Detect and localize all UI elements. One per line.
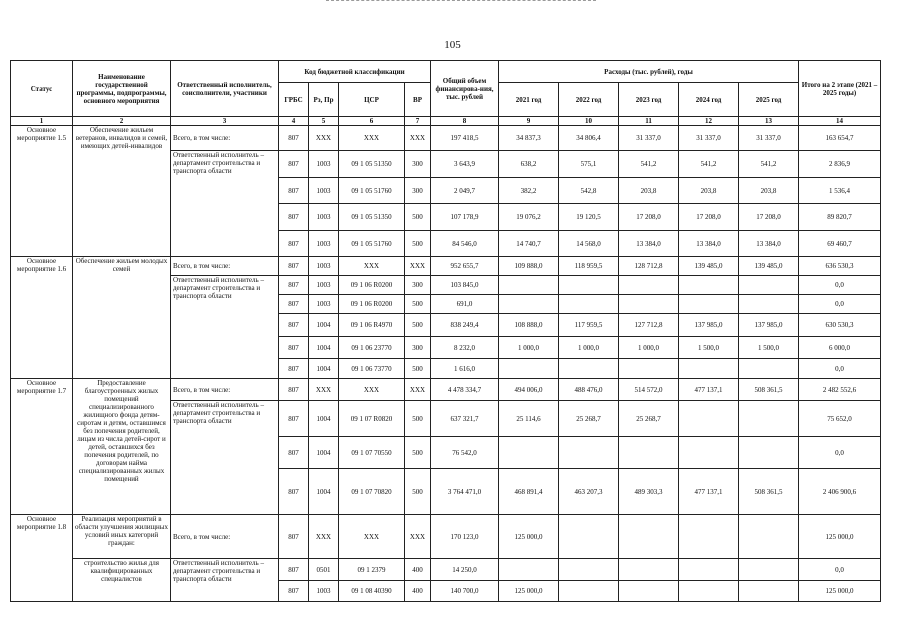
total-cell: 691,0 bbox=[431, 295, 499, 314]
y2022-cell: 14 568,0 bbox=[559, 231, 619, 257]
itogo-cell: 89 820,7 bbox=[799, 204, 881, 231]
y2022-cell bbox=[559, 437, 619, 469]
y2024-cell bbox=[679, 437, 739, 469]
column-number: 8 bbox=[431, 117, 499, 126]
column-number: 7 bbox=[405, 117, 431, 126]
grbs-cell: 807 bbox=[279, 515, 309, 559]
grbs-cell: 807 bbox=[279, 257, 309, 276]
column-number: 2 bbox=[73, 117, 171, 126]
column-number: 10 bbox=[559, 117, 619, 126]
total-cell: 140 700,0 bbox=[431, 581, 499, 602]
y2021-cell bbox=[499, 276, 559, 295]
rzpr-cell: 1004 bbox=[309, 401, 339, 437]
csr-cell: 09 1 05 51760 bbox=[339, 178, 405, 204]
y2022-cell bbox=[559, 295, 619, 314]
y2023-cell bbox=[619, 437, 679, 469]
header-2022: 2022 год bbox=[559, 83, 619, 117]
vr-cell: 400 bbox=[405, 559, 431, 581]
csr-cell: 09 1 07 70820 bbox=[339, 469, 405, 515]
itogo-cell: 2 836,9 bbox=[799, 151, 881, 178]
y2023-cell bbox=[619, 295, 679, 314]
csr-cell: 09 1 06 R0200 bbox=[339, 295, 405, 314]
vr-cell: XXX bbox=[405, 379, 431, 401]
vr-cell: XXX bbox=[405, 257, 431, 276]
rzpr-cell: 1003 bbox=[309, 231, 339, 257]
itogo-cell: 1 536,4 bbox=[799, 178, 881, 204]
y2024-cell bbox=[679, 295, 739, 314]
y2024-cell bbox=[679, 515, 739, 559]
itogo-cell: 636 530,3 bbox=[799, 257, 881, 276]
csr-cell: XXX bbox=[339, 379, 405, 401]
csr-cell: 09 1 06 23770 bbox=[339, 337, 405, 359]
rzpr-cell: 1004 bbox=[309, 337, 339, 359]
y2024-cell bbox=[679, 276, 739, 295]
y2024-cell bbox=[679, 559, 739, 581]
column-number: 1 bbox=[11, 117, 73, 126]
y2025-cell: 17 208,0 bbox=[739, 204, 799, 231]
y2021-cell: 109 888,0 bbox=[499, 257, 559, 276]
column-number: 3 bbox=[171, 117, 279, 126]
vr-cell: 500 bbox=[405, 231, 431, 257]
vr-cell: 300 bbox=[405, 276, 431, 295]
table-row bbox=[11, 379, 881, 401]
y2021-cell: 19 076,2 bbox=[499, 204, 559, 231]
itogo-cell: 163 654,7 bbox=[799, 126, 881, 151]
y2025-cell: 1 500,0 bbox=[739, 337, 799, 359]
total-cell: 107 178,9 bbox=[431, 204, 499, 231]
y2024-cell: 1 500,0 bbox=[679, 337, 739, 359]
scan-top-edge-line bbox=[326, 0, 596, 1]
column-number: 5 bbox=[309, 117, 339, 126]
header-total: Общий объем финансирова-ния, тыс. рублей bbox=[431, 61, 499, 117]
executor-cell: Ответственный исполнитель – департамент строительства и транспорта области bbox=[171, 401, 279, 515]
grbs-cell: 807 bbox=[279, 126, 309, 151]
y2025-cell: 508 361,5 bbox=[739, 379, 799, 401]
rzpr-cell: 1003 bbox=[309, 151, 339, 178]
csr-cell: 09 1 05 51760 bbox=[339, 231, 405, 257]
itogo-cell: 69 460,7 bbox=[799, 231, 881, 257]
y2024-cell: 13 384,0 bbox=[679, 231, 739, 257]
y2022-cell: 488 476,0 bbox=[559, 379, 619, 401]
y2024-cell: 203,8 bbox=[679, 178, 739, 204]
y2023-cell: 203,8 bbox=[619, 178, 679, 204]
header-rzpr: Рз, Пр bbox=[309, 83, 339, 117]
y2025-cell: 139 485,0 bbox=[739, 257, 799, 276]
itogo-cell: 0,0 bbox=[799, 437, 881, 469]
header-csr: ЦСР bbox=[339, 83, 405, 117]
summary-label-cell: Всего, в том числе: bbox=[171, 379, 279, 401]
rzpr-cell: 1004 bbox=[309, 437, 339, 469]
csr-cell: 09 1 06 R4970 bbox=[339, 314, 405, 337]
y2022-cell: 34 806,4 bbox=[559, 126, 619, 151]
csr-cell: 09 1 07 70550 bbox=[339, 437, 405, 469]
header-row bbox=[11, 61, 881, 83]
y2021-cell: 1 000,0 bbox=[499, 337, 559, 359]
page-number: 105 bbox=[444, 39, 461, 51]
total-cell: 4 478 334,7 bbox=[431, 379, 499, 401]
total-cell: 1 616,0 bbox=[431, 359, 499, 379]
y2021-cell bbox=[499, 559, 559, 581]
vr-cell: 400 bbox=[405, 581, 431, 602]
vr-cell: 500 bbox=[405, 204, 431, 231]
itogo-cell: 0,0 bbox=[799, 276, 881, 295]
grbs-cell: 807 bbox=[279, 401, 309, 437]
y2021-cell bbox=[499, 359, 559, 379]
y2024-cell: 477 137,1 bbox=[679, 469, 739, 515]
y2025-cell: 508 361,5 bbox=[739, 469, 799, 515]
y2025-cell: 31 337,0 bbox=[739, 126, 799, 151]
column-number: 9 bbox=[499, 117, 559, 126]
vr-cell: 300 bbox=[405, 151, 431, 178]
y2024-cell bbox=[679, 581, 739, 602]
grbs-cell: 807 bbox=[279, 204, 309, 231]
budget-table bbox=[10, 60, 881, 602]
header-grbs: ГРБС bbox=[279, 83, 309, 117]
csr-cell: 09 1 06 73770 bbox=[339, 359, 405, 379]
y2024-cell bbox=[679, 359, 739, 379]
y2025-cell: 541,2 bbox=[739, 151, 799, 178]
table-row bbox=[11, 559, 881, 581]
vr-cell: 500 bbox=[405, 314, 431, 337]
itogo-cell: 125 000,0 bbox=[799, 581, 881, 602]
grbs-cell: 807 bbox=[279, 437, 309, 469]
y2025-cell bbox=[739, 295, 799, 314]
rzpr-cell: 1003 bbox=[309, 257, 339, 276]
rzpr-cell: XXX bbox=[309, 379, 339, 401]
y2024-cell: 541,2 bbox=[679, 151, 739, 178]
table-row bbox=[11, 515, 881, 559]
rzpr-cell: 0501 bbox=[309, 559, 339, 581]
y2025-cell bbox=[739, 581, 799, 602]
y2022-cell: 25 268,7 bbox=[559, 401, 619, 437]
total-cell: 197 418,5 bbox=[431, 126, 499, 151]
header-2023: 2023 год bbox=[619, 83, 679, 117]
total-cell: 838 249,4 bbox=[431, 314, 499, 337]
header-2024: 2024 год bbox=[679, 83, 739, 117]
rzpr-cell: XXX bbox=[309, 515, 339, 559]
y2022-cell bbox=[559, 515, 619, 559]
total-cell: 8 232,0 bbox=[431, 337, 499, 359]
total-cell: 170 123,0 bbox=[431, 515, 499, 559]
measure-name-cell: Обеспечение жильем молодых семей bbox=[73, 257, 171, 379]
itogo-cell: 0,0 bbox=[799, 295, 881, 314]
total-cell: 76 542,0 bbox=[431, 437, 499, 469]
grbs-cell: 807 bbox=[279, 276, 309, 295]
measure-name-cell: Обеспечение жильем ветеранов, инвалидов и семей, имеющих детей-инвалидов bbox=[73, 126, 171, 257]
header-code-group: Код бюджетной классификации bbox=[279, 61, 431, 83]
y2022-cell: 463 207,3 bbox=[559, 469, 619, 515]
vr-cell: 300 bbox=[405, 178, 431, 204]
y2023-cell bbox=[619, 276, 679, 295]
column-number: 13 bbox=[739, 117, 799, 126]
y2023-cell: 1 000,0 bbox=[619, 337, 679, 359]
y2022-cell bbox=[559, 359, 619, 379]
status-cell: Основное мероприятие 1.7 bbox=[11, 379, 73, 515]
rzpr-cell: 1004 bbox=[309, 359, 339, 379]
itogo-cell: 125 000,0 bbox=[799, 515, 881, 559]
itogo-cell: 6 000,0 bbox=[799, 337, 881, 359]
csr-cell: 09 1 08 40390 bbox=[339, 581, 405, 602]
header-expenses-group: Расходы (тыс. рублей), годы bbox=[499, 61, 799, 83]
y2021-cell: 125 000,0 bbox=[499, 515, 559, 559]
rzpr-cell: 1003 bbox=[309, 295, 339, 314]
y2022-cell bbox=[559, 581, 619, 602]
itogo-cell: 630 530,3 bbox=[799, 314, 881, 337]
y2021-cell: 14 740,7 bbox=[499, 231, 559, 257]
y2023-cell bbox=[619, 359, 679, 379]
y2025-cell: 137 985,0 bbox=[739, 314, 799, 337]
csr-cell: XXX bbox=[339, 126, 405, 151]
y2025-cell bbox=[739, 559, 799, 581]
column-number: 6 bbox=[339, 117, 405, 126]
csr-cell: 09 1 05 51350 bbox=[339, 151, 405, 178]
executor-cell: Ответственный исполнитель – департамент строительства и транспорта области bbox=[171, 151, 279, 257]
rzpr-cell: 1003 bbox=[309, 204, 339, 231]
grbs-cell: 807 bbox=[279, 151, 309, 178]
y2023-cell bbox=[619, 581, 679, 602]
header-itogo: Итого на 2 этапе (2021 – 2025 годы) bbox=[799, 61, 881, 117]
itogo-cell: 75 652,0 bbox=[799, 401, 881, 437]
column-number: 12 bbox=[679, 117, 739, 126]
vr-cell: 500 bbox=[405, 469, 431, 515]
grbs-cell: 807 bbox=[279, 337, 309, 359]
total-cell: 2 049,7 bbox=[431, 178, 499, 204]
y2025-cell bbox=[739, 401, 799, 437]
y2024-cell bbox=[679, 401, 739, 437]
table-row bbox=[11, 257, 881, 276]
sub-measure-name-cell: строительство жилья для квалифицированных специалистов bbox=[73, 559, 171, 602]
y2021-cell: 108 888,0 bbox=[499, 314, 559, 337]
status-cell: Основное мероприятие 1.8 bbox=[11, 515, 73, 602]
y2025-cell bbox=[739, 437, 799, 469]
grbs-cell: 807 bbox=[279, 379, 309, 401]
rzpr-cell: 1003 bbox=[309, 276, 339, 295]
y2023-cell: 25 268,7 bbox=[619, 401, 679, 437]
column-number: 11 bbox=[619, 117, 679, 126]
status-cell: Основное мероприятие 1.6 bbox=[11, 257, 73, 379]
y2022-cell: 19 120,5 bbox=[559, 204, 619, 231]
y2024-cell: 17 208,0 bbox=[679, 204, 739, 231]
total-cell: 103 845,0 bbox=[431, 276, 499, 295]
y2022-cell: 1 000,0 bbox=[559, 337, 619, 359]
executor-cell: Ответственный исполнитель – департамент строительства и транспорта области bbox=[171, 559, 279, 602]
grbs-cell: 807 bbox=[279, 231, 309, 257]
y2021-cell: 468 891,4 bbox=[499, 469, 559, 515]
y2025-cell: 203,8 bbox=[739, 178, 799, 204]
vr-cell: 500 bbox=[405, 295, 431, 314]
grbs-cell: 807 bbox=[279, 359, 309, 379]
total-cell: 84 546,0 bbox=[431, 231, 499, 257]
grbs-cell: 807 bbox=[279, 581, 309, 602]
total-cell: 3 643,9 bbox=[431, 151, 499, 178]
y2022-cell bbox=[559, 276, 619, 295]
header-name: Наименование государственной программы, подпрограммы, основного мероприятия bbox=[73, 61, 171, 117]
vr-cell: 500 bbox=[405, 437, 431, 469]
y2021-cell: 638,2 bbox=[499, 151, 559, 178]
y2021-cell bbox=[499, 295, 559, 314]
rzpr-cell: 1003 bbox=[309, 178, 339, 204]
y2022-cell: 118 959,5 bbox=[559, 257, 619, 276]
vr-cell: 500 bbox=[405, 359, 431, 379]
y2022-cell: 575,1 bbox=[559, 151, 619, 178]
column-number: 4 bbox=[279, 117, 309, 126]
y2025-cell bbox=[739, 515, 799, 559]
grbs-cell: 807 bbox=[279, 295, 309, 314]
grbs-cell: 807 bbox=[279, 314, 309, 337]
table-row bbox=[11, 126, 881, 151]
header-2021: 2021 год bbox=[499, 83, 559, 117]
vr-cell: XXX bbox=[405, 126, 431, 151]
y2023-cell: 13 384,0 bbox=[619, 231, 679, 257]
y2023-cell: 31 337,0 bbox=[619, 126, 679, 151]
y2023-cell bbox=[619, 559, 679, 581]
y2021-cell: 125 000,0 bbox=[499, 581, 559, 602]
y2024-cell: 139 485,0 bbox=[679, 257, 739, 276]
y2023-cell bbox=[619, 515, 679, 559]
grbs-cell: 807 bbox=[279, 559, 309, 581]
y2025-cell: 13 384,0 bbox=[739, 231, 799, 257]
y2021-cell: 25 114,6 bbox=[499, 401, 559, 437]
y2024-cell: 477 137,1 bbox=[679, 379, 739, 401]
csr-cell: 09 1 05 51350 bbox=[339, 204, 405, 231]
total-cell: 14 250,0 bbox=[431, 559, 499, 581]
header-vr: ВР bbox=[405, 83, 431, 117]
y2021-cell bbox=[499, 437, 559, 469]
y2022-cell: 542,8 bbox=[559, 178, 619, 204]
y2023-cell: 127 712,8 bbox=[619, 314, 679, 337]
y2023-cell: 514 572,0 bbox=[619, 379, 679, 401]
itogo-cell: 2 482 552,6 bbox=[799, 379, 881, 401]
y2023-cell: 128 712,8 bbox=[619, 257, 679, 276]
y2023-cell: 17 208,0 bbox=[619, 204, 679, 231]
csr-cell: XXX bbox=[339, 257, 405, 276]
column-number-row bbox=[11, 117, 881, 126]
status-cell: Основное мероприятие 1.5 bbox=[11, 126, 73, 257]
grbs-cell: 807 bbox=[279, 469, 309, 515]
rzpr-cell: 1004 bbox=[309, 469, 339, 515]
y2023-cell: 541,2 bbox=[619, 151, 679, 178]
csr-cell: 09 1 2379 bbox=[339, 559, 405, 581]
vr-cell: 500 bbox=[405, 401, 431, 437]
column-number: 14 bbox=[799, 117, 881, 126]
header-executor: Ответственный исполнитель, соисполнители, участники bbox=[171, 61, 279, 117]
summary-label-cell: Всего, в том числе: bbox=[171, 257, 279, 276]
y2025-cell bbox=[739, 276, 799, 295]
y2021-cell: 382,2 bbox=[499, 178, 559, 204]
itogo-cell: 2 406 900,6 bbox=[799, 469, 881, 515]
header-2025: 2025 год bbox=[739, 83, 799, 117]
summary-label-cell: Всего, в том числе: bbox=[171, 126, 279, 151]
vr-cell: 300 bbox=[405, 337, 431, 359]
y2025-cell bbox=[739, 359, 799, 379]
itogo-cell: 0,0 bbox=[799, 359, 881, 379]
y2023-cell: 489 303,3 bbox=[619, 469, 679, 515]
measure-name-cell: Предоставление благоустроенных жилых помещений специализированного жилищного фонда детям-сиротам и детям, оставшимся без попечения родителей, лицам из числа детей-сирот и детей, оставшихся без попечения родителей, по договорам найма специализированных жилых помещений bbox=[73, 379, 171, 515]
y2021-cell: 494 006,0 bbox=[499, 379, 559, 401]
total-cell: 952 655,7 bbox=[431, 257, 499, 276]
rzpr-cell: 1003 bbox=[309, 581, 339, 602]
grbs-cell: 807 bbox=[279, 178, 309, 204]
y2024-cell: 137 985,0 bbox=[679, 314, 739, 337]
total-cell: 637 321,7 bbox=[431, 401, 499, 437]
executor-cell: Ответственный исполнитель – департамент строительства и транспорта области bbox=[171, 276, 279, 379]
y2022-cell bbox=[559, 559, 619, 581]
rzpr-cell: 1004 bbox=[309, 314, 339, 337]
total-cell: 3 764 471,0 bbox=[431, 469, 499, 515]
csr-cell: 09 1 07 R0820 bbox=[339, 401, 405, 437]
vr-cell: XXX bbox=[405, 515, 431, 559]
summary-label-cell: Всего, в том числе: bbox=[171, 515, 279, 559]
y2022-cell: 117 959,5 bbox=[559, 314, 619, 337]
itogo-cell: 0,0 bbox=[799, 559, 881, 581]
csr-cell: XXX bbox=[339, 515, 405, 559]
y2024-cell: 31 337,0 bbox=[679, 126, 739, 151]
measure-name-cell: Реализация мероприятий в области улучшения жилищных условий иных категорий граждан: bbox=[73, 515, 171, 559]
header-status: Статус bbox=[11, 61, 73, 117]
rzpr-cell: XXX bbox=[309, 126, 339, 151]
y2021-cell: 34 837,3 bbox=[499, 126, 559, 151]
csr-cell: 09 1 06 R0200 bbox=[339, 276, 405, 295]
